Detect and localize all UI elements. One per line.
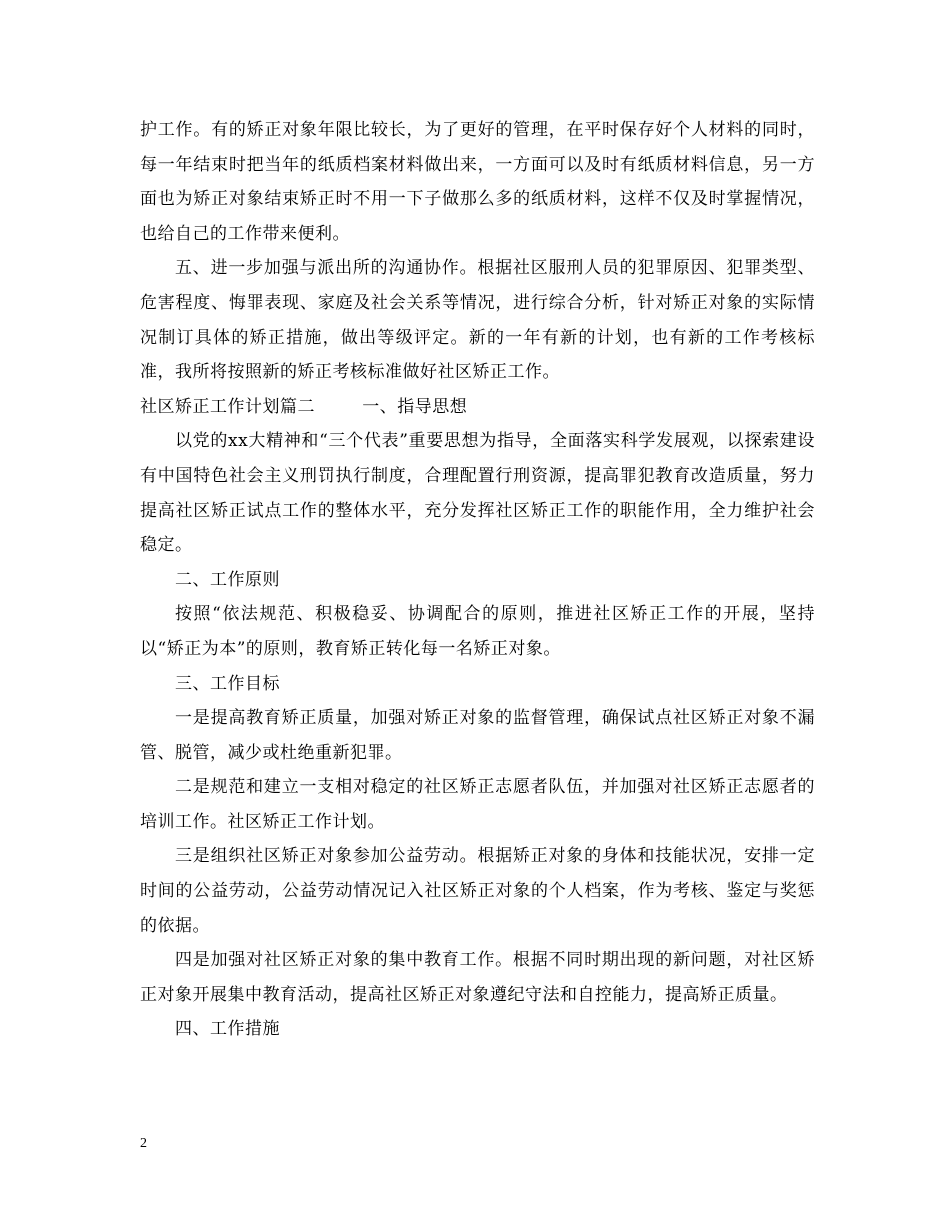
paragraph-section-five: 五、进一步加强与派出所的沟通协作。根据社区服刑人员的犯罪原因、犯罪类型、危害程度、悔罪表现、家庭及社会关系等情况，进行综合分析，针对矫正对象的实际情况制订具体的矫正措施，做出等级评定。新的一年有新的计划，也有新的工作考核标准，我所将按照新的矫正考核标准做好社区矫正工作。 [140,258,815,383]
heading-work-principles: 二、工作原则 [175,569,280,590]
heading-work-measures: 四、工作措施 [175,1019,280,1040]
document-body [140,113,815,1047]
page-number: 2 [140,1136,147,1151]
paragraph-goal-four: 四是加强对社区矫正对象的集中教育工作。根据不同时期出现的新问题，对社区矫正对象开展集中教育活动，提高社区矫正对象遵纪守法和自控能力，提高矫正质量。 [140,950,815,1005]
paragraph-work-principles: 按照“依法规范、积极稳妥、协调配合的原则，推进社区矫正工作的开展，坚持以“矫正为本”的原则，教育矫正转化每一名矫正对象。 [140,604,815,659]
paragraph-goal-three: 三是组织社区矫正对象参加公益劳动。根据矫正对象的身体和技能状况，安排一定时间的公益劳动，公益劳动情况记入社区矫正对象的个人档案，作为考核、鉴定与奖惩的依据。 [140,846,815,936]
paragraph-continuation: 护工作。有的矫正对象年限比较长，为了更好的管理，在平时保存好个人材料的同时，每一年结束时把当年的纸质档案材料做出来，一方面可以及时有纸质材料信息，另一方面也为矫正对象结束矫正时不用一下子做那么多的纸质材料，这样不仅及时掌握情况，也给自己的工作带来便利。 [140,120,815,244]
paragraph-goal-two: 二是规范和建立一支相对稳定的社区矫正志愿者队伍，并加强对社区矫正志愿者的培训工作。社区矫正工作计划。 [140,777,815,832]
heading-work-goals: 三、工作目标 [175,673,280,694]
section-heading-part-two: 社区矫正工作计划篇二 一、指导思想 [140,396,468,417]
paragraph-goal-one: 一是提高教育矫正质量，加强对矫正对象的监督管理，确保试点社区矫正对象不漏管、脱管，减少或杜绝重新犯罪。 [140,708,815,763]
paragraph-guiding-ideology: 以党的xx大精神和“三个代表”重要思想为指导，全面落实科学发展观，以探索建设有中国特色社会主义刑罚执行制度，合理配置行刑资源，提高罪犯教育改造质量，努力提高社区矫正试点工作的整体水平，充分发挥社区矫正工作的职能作用，全力维护社会稳定。 [140,431,815,556]
